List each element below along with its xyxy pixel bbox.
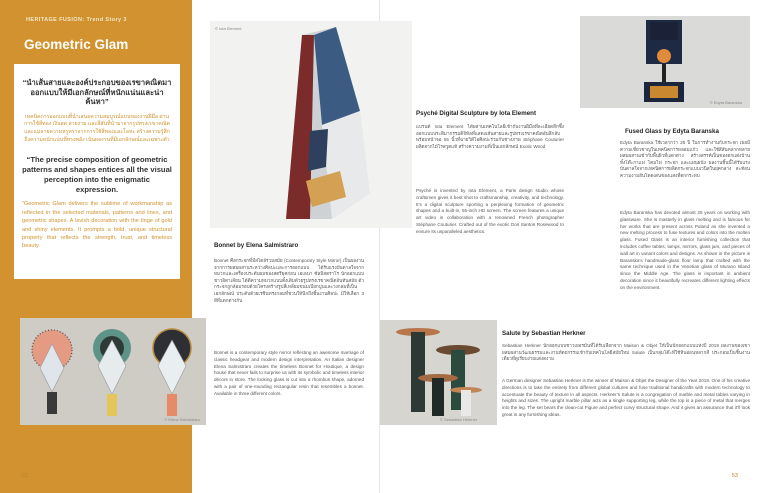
photo-credit: © Iota Element (215, 26, 242, 31)
fused-glass-lamp-illustration (580, 16, 750, 108)
bonnet-title: Bonnet by Elena Salmistraro (214, 242, 299, 249)
series-label: HERITAGE FUSION: Trend Story 3 (26, 17, 127, 23)
fused-glass-title: Fused Glass by Edyta Baranska (625, 128, 719, 135)
intro-body-english: “Geometric Glam delivers the sublime of workmanship as reflected in the selected materials, patterns and lines, and geometric shapes. A lavish decoration with the tinge of gold and shiny elements. It prompts a bold, unique structural property that reflects the strength, trust, and timeless beauty. (22, 201, 172, 250)
psyche-title: Psyché Digital Sculpture by Iota Element (416, 110, 537, 117)
bonnet-mirrors-photo (20, 318, 206, 425)
salute-body-english: A German designer Sebastian Herkner is the winner of Maison & Objet the Designer of the Year 2019. One of his creative directions is to take the entirety from different global cultures and fuse traditional handicrafts with modern technology to accentuate the beauty of texture in all aspects. Herkner’s Salute is a congregation of marble and metal tables varying in heights and sizes. The upright marble pillar acts as a single supporting leg, while the top is a piece of metal that merges into the leg. The set bears the clean-cut Figure and perfect curvy structural shape. And it gives an assurance that it’ll look great in any furnishing ideas. (502, 378, 750, 417)
photo-credit: © Sebastian Herkner (440, 417, 478, 422)
psyche-body-thai: แบรนด์ Iota Element ได้ผสานเทคโนโลยีเข้ากับงานฝีมือที่ละเอียดลึกซึ้ง ออกแบบประติมากรรมดิจิทัลที่แสดงเส้นสายและรูปทรงเรขาคณิตอันลึกลับ พร้อมหน้าจอ 55 นิ้วที่ฉายวิดีโอศิลปะร่วมกับช่างภาพ Stéphane Couturier ผลิตจากไม้โรสวูดแท้ สร้างความงามที่เป็นเอกลักษณ์ Exotic Wood (416, 124, 564, 149)
psyche-sculpture-photo (210, 21, 412, 228)
page-number-right: 53 (731, 473, 738, 479)
fused-glass-body-thai: Edyta Baranska ใช้เวลากว่า 25 ปี ในการทำงานกับกระจก เธอมีความเชี่ยวชาญในเทคนิคการหลอมแก้ว และใช้สีสันหลากหลายผสมผสานเข้ากับพื้นผิวที่แตกต่าง สร้างสรรค์เป็นของตกแต่งบ้าน ทั้งโต๊ะกาแฟ โคมไฟ กระจก และแผ่นผนัง ผลงานชิ้นนี้ได้รับแรงบันดาลใจจากเทคนิคการผลิตกระจกแบบเวนิสในยุคกลาง สะท้อนความงามอันโดดเด่นของแสงที่ตกกระทบ (620, 140, 750, 178)
salute-tables-illustration (380, 320, 497, 425)
intro-quote-thai: “นำเส้นสายและองค์ประกอบของเรขาคณิตมาออกแบบให้มีเอกลักษณ์ที่หนักแน่นและน่าค้นหา” (22, 78, 172, 107)
page-number-left: 52 (22, 473, 29, 479)
intro-body-thai: เทคนิคการออกแบบที่นำเสนอความสมบูรณ์แบบของงานฝีมือ ผ่านการใช้สีทอง เงินสด สวยงาม และสีสันที่นำมาจากรูปทรงเรขาคณิตและแม่ลายความหรูหราจากการใช้สีทองและโลหะ สร้างความรู้สึกถึงความหนักแน่นที่ทรงพลัง เน้นผลงานที่มีเอกลักษณ์และเฉพาะตัว (24, 113, 170, 143)
fused-glass-lamp-photo (580, 16, 750, 108)
psyche-sculpture-illustration (210, 21, 412, 228)
bonnet-body-english: Bonnet is a contemporary style mirror reflecting an awesome marriage of classic headgear and modern design interpretation. An Italian designer Elena Salmistraro creates the timeless Bonnet for Houtique, a design house that never fails to surprise us with its symbolic and timeless interior décors in store. The looking glass is cut into a rhombus shape, adorned with a pair of one-rounding rectangular resin that resembles a bonnet. Available in three different colors. (214, 350, 364, 396)
psyche-body-english: Psyché is invented by Iota Element, a Paris design studio whose craftsmen gives it best shot to craftsmanship, creativity, and technology. It’s a digital sculpture sporting a perplexing formation of geometric shapes and a built-in, 55-inch HD screen. The screen features a unique art video in collaboration with a renowned French photographer Stéphane Couturier. Crafted out of the exotic Dos Santos Rosewood to ensure its unparalleled aesthetics. (416, 188, 564, 234)
page-title: Geometric Glam (24, 37, 129, 52)
intro-quote-english: “The precise composition of geometric patterns and shapes entices all the visual perception into the enigmatic expression. (22, 155, 172, 194)
bonnet-body-thai: Bonnet คือกระจกที่มีสไตล์ร่วมสมัย (Contemporary Style Mirror) เป็นผลงานจากการผสมผสานระหว่างศิลปะและการออกแบบ ได้รับแรงบันดาลใจจากหมวกและเครื่องประดับผมของสตรียุคก่อน เอเลนา ซัลมิสตราโร นักออกแบบชาวอิตาเลียน ได้ตีความหมวกแบบดั้งเดิมด้วยรูปทรงเรขาคณิตอันทันสมัย ตัวกระจกถูกล้อมรอบด้วยโครงสร้างรูปสี่เหลี่ยมขนมเปียกปูนและวงกลมที่เป็นเอกลักษณ์ ประดับด้วยเรซินทรงกลมที่ชวนให้นึกถึงชิ้นงานศิลปะ มีให้เลือก 3 สีที่แตกต่างกัน (214, 258, 364, 303)
fused-glass-body-english: Edyta Baranska has devoted almost 25 years on working with glassware. She is masterly in glass melting and is famous for her works that are present across Poland as she invented a new melting process to fuse textures and colors into the molten glass. Fused Glass is an interior furnishing collection that includes coffee tables, lamps, mirrors, glass jars, and pieces of wall art in variant colors and designs. As shown in the picture is Baranska’s handmade-glass floor lamp that crafted with the same technique used in the Venetian glass of Murano Island since the Middle Age. The glass is important in ambient decoration since it beautifully recreates different lighting effects on the environment. (620, 210, 750, 290)
intro-card (14, 64, 180, 279)
salute-body-thai: Sebastian Herkner นักออกแบบชาวเยอรมันที่ได้รับเลือกจาก Maison & Objet ให้เป็นนักออกแบบแห่งปี 2019 ผลงานของเขาผสมผสานวัฒนธรรมและงานหัตถกรรมเข้ากับเทคโนโลยีสมัยใหม่ Salute เป็นกลุ่มโต๊ะที่ใช้หินอ่อนหลากสี ประกอบเป็นชิ้นงานเดียวที่ดูเรียบง่ายแต่งดงาม (502, 343, 750, 362)
salute-title: Salute by Sebastian Herkner (502, 330, 586, 337)
photo-credit: © Elena Salmistraro (164, 417, 200, 422)
salute-tables-photo (380, 320, 497, 425)
photo-credit: © Edyta Baranska (709, 100, 742, 105)
bonnet-mirrors-illustration (20, 318, 206, 425)
